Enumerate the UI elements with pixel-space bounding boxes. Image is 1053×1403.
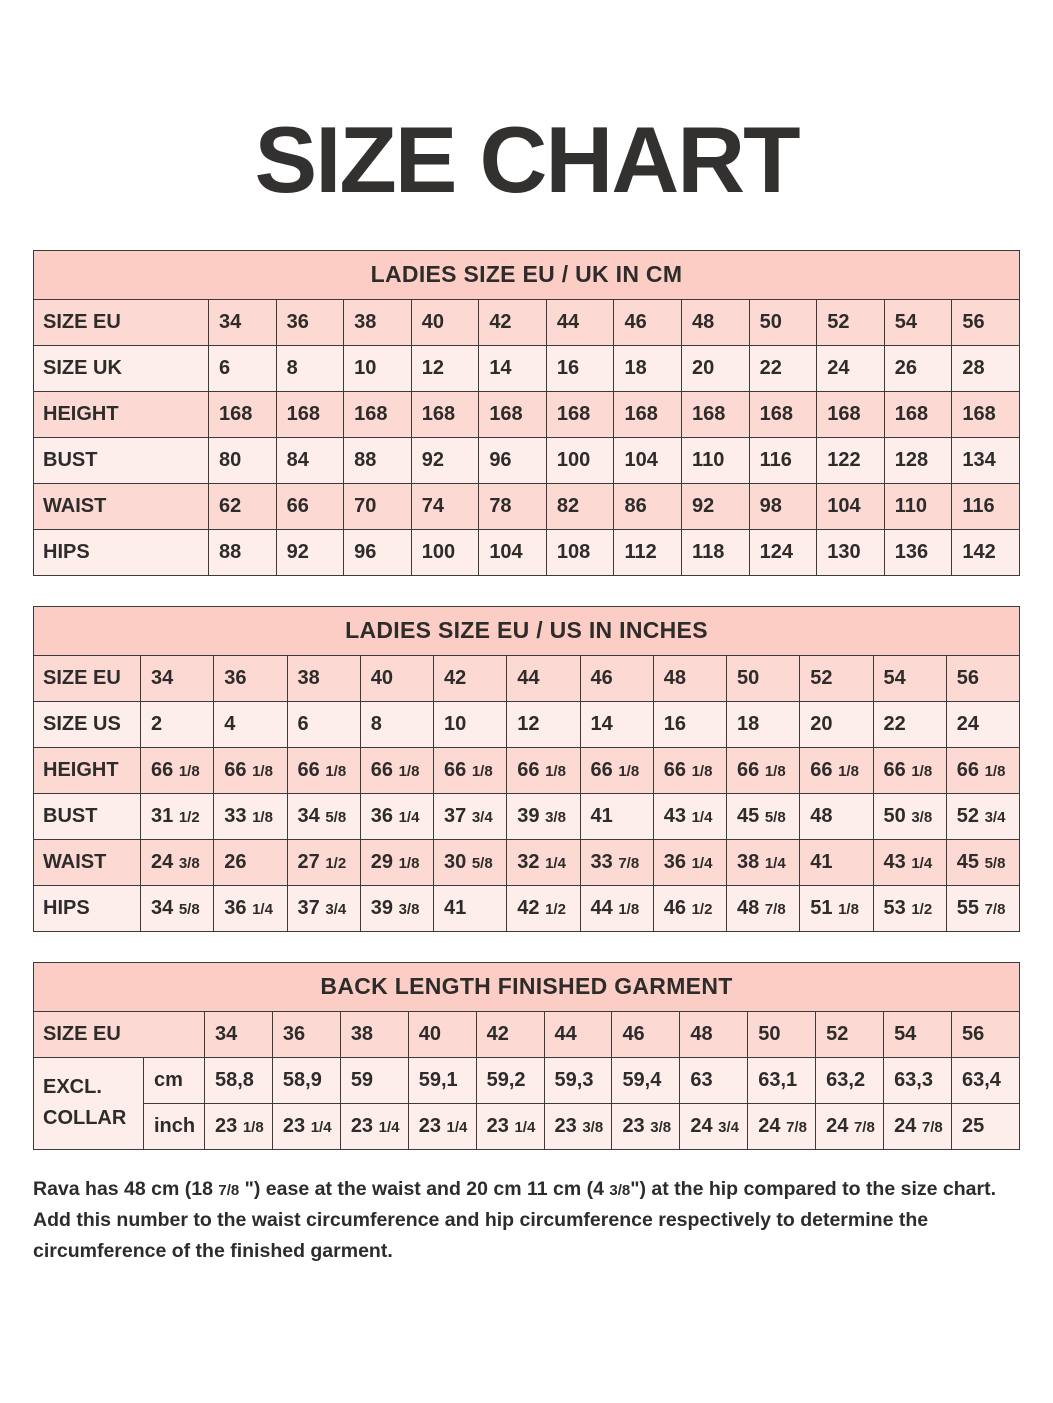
table-cell: 168 xyxy=(817,391,885,437)
table-cell: 66 1/8 xyxy=(141,747,214,793)
row-label: BUST xyxy=(34,437,209,483)
fraction: 1/8 xyxy=(252,808,273,826)
table-cell: 36 1/4 xyxy=(214,885,287,931)
table-cell: 30 5/8 xyxy=(434,839,507,885)
table-cell: 52 xyxy=(800,655,873,701)
table-cell: 62 xyxy=(209,483,277,529)
table-cell: 168 xyxy=(749,391,817,437)
fraction: 5/8 xyxy=(178,900,200,918)
table-cell: 42 xyxy=(434,655,507,701)
table-cell: 43 1/4 xyxy=(653,793,726,839)
table-cell: 100 xyxy=(411,529,479,575)
tables-container xyxy=(0,250,1053,1150)
table-cell: 136 xyxy=(884,529,952,575)
row-label: SIZE EU xyxy=(34,299,209,345)
table-cell: 56 xyxy=(946,655,1019,701)
fraction: 7/8 xyxy=(984,900,1006,918)
fraction: 5/8 xyxy=(471,854,493,872)
table-cell: 40 xyxy=(360,655,433,701)
table-cell: 66 xyxy=(276,483,344,529)
table-cell: 46 xyxy=(580,655,653,701)
table-cell: 51 1/8 xyxy=(800,885,873,931)
fraction: 1/8 xyxy=(178,762,200,780)
row-label: WAIST xyxy=(34,839,141,885)
fraction: 1/4 xyxy=(514,1118,536,1136)
fraction: 1/8 xyxy=(618,900,640,918)
table-cell: 48 7/8 xyxy=(727,885,800,931)
fraction: 5/8 xyxy=(764,808,786,826)
table-cell: 42 1/2 xyxy=(507,885,580,931)
table-row xyxy=(34,529,1020,575)
table-cell: 36 xyxy=(214,655,287,701)
fraction: 7/8 xyxy=(218,1181,240,1199)
table-cell: 42 xyxy=(479,299,547,345)
table-cell: 36 xyxy=(272,1011,340,1057)
fraction: 7/8 xyxy=(786,1118,807,1136)
table-cell: 66 1/8 xyxy=(434,747,507,793)
table-cell: 32 1/4 xyxy=(507,839,580,885)
table-cell: 92 xyxy=(682,483,750,529)
table-cell: 59,3 xyxy=(544,1057,612,1103)
table-cell: 45 5/8 xyxy=(727,793,800,839)
table-cell: 108 xyxy=(546,529,614,575)
table-cell: 168 xyxy=(884,391,952,437)
table-cell: 66 1/8 xyxy=(580,747,653,793)
fraction: 1/8 xyxy=(691,762,713,780)
table-cell: 36 xyxy=(276,299,344,345)
table-cell: 23 1/4 xyxy=(476,1103,544,1149)
table-cell: 46 xyxy=(612,1011,680,1057)
table-cell: 66 1/8 xyxy=(507,747,580,793)
table-title-row xyxy=(34,962,1020,1011)
table-row xyxy=(34,655,1020,701)
table-cell: 168 xyxy=(276,391,344,437)
table-cell: 66 1/8 xyxy=(287,747,360,793)
table-row xyxy=(34,885,1020,931)
unit-label: inch xyxy=(144,1103,205,1149)
table-cell: 92 xyxy=(411,437,479,483)
table-row xyxy=(34,1011,1020,1057)
fraction: 3/4 xyxy=(471,808,493,826)
row-label: SIZE US xyxy=(34,701,141,747)
table-cell: 50 3/8 xyxy=(873,793,946,839)
table-cell: 96 xyxy=(479,437,547,483)
table-cell: 63,1 xyxy=(748,1057,816,1103)
group-label: EXCL. COLLAR xyxy=(34,1057,144,1149)
table-cell: 52 3/4 xyxy=(946,793,1019,839)
table-cell: 23 1/8 xyxy=(205,1103,273,1149)
table-cell: 24 xyxy=(946,701,1019,747)
table-cell: 24 7/8 xyxy=(816,1103,884,1149)
table-cell: 26 xyxy=(884,345,952,391)
table-cell: 46 1/2 xyxy=(653,885,726,931)
fraction: 1/2 xyxy=(178,808,200,826)
row-label: HIPS xyxy=(34,885,141,931)
fraction: 5/8 xyxy=(325,808,347,826)
table-cell: 56 xyxy=(952,299,1020,345)
table-cell: 134 xyxy=(952,437,1020,483)
table-cell: 22 xyxy=(749,345,817,391)
table-cell: 44 xyxy=(507,655,580,701)
table-cell: 28 xyxy=(952,345,1020,391)
table-cell: 25 xyxy=(951,1103,1019,1149)
table-row xyxy=(34,391,1020,437)
table-cell: 116 xyxy=(749,437,817,483)
table-cell: 88 xyxy=(209,529,277,575)
table-cell: 14 xyxy=(580,701,653,747)
row-label: HEIGHT xyxy=(34,391,209,437)
fraction: 1/2 xyxy=(911,900,933,918)
table-cell: 34 5/8 xyxy=(141,885,214,931)
table-cell: 48 xyxy=(680,1011,748,1057)
table-cell: 2 xyxy=(141,701,214,747)
fraction: 3/8 xyxy=(178,854,200,872)
table-cell: 6 xyxy=(209,345,277,391)
table-ladies-size-eu-us-inches xyxy=(33,606,1020,932)
unit-label: cm xyxy=(144,1057,205,1103)
footnote: Rava has 48 cm (18 7/8 ") ease at the waist and 20 cm 11 cm (4 3/8") at the hip compared to the size chart. Add this number to the waist circumference and hip circumference respectively to determine the circumference of the finished garment. xyxy=(33,1177,996,1262)
table-cell: 50 xyxy=(748,1011,816,1057)
fraction: 1/2 xyxy=(545,900,566,918)
table-cell: 48 xyxy=(653,655,726,701)
table-row xyxy=(34,747,1020,793)
table-cell: 36 1/4 xyxy=(360,793,433,839)
table-cell: 92 xyxy=(276,529,344,575)
table-title-row xyxy=(34,606,1020,655)
row-label: WAIST xyxy=(34,483,209,529)
row-label: BUST xyxy=(34,793,141,839)
page-title: SIZE CHART xyxy=(254,107,799,212)
table-cell: 40 xyxy=(411,299,479,345)
fraction: 1/8 xyxy=(398,854,420,872)
table-cell: 63,3 xyxy=(884,1057,952,1103)
table-cell: 39 3/8 xyxy=(360,885,433,931)
table-cell: 46 xyxy=(614,299,682,345)
table-row xyxy=(34,839,1020,885)
table-cell: 8 xyxy=(276,345,344,391)
table-cell: 54 xyxy=(873,655,946,701)
table-cell: 66 1/8 xyxy=(653,747,726,793)
table-cell: 24 3/4 xyxy=(680,1103,748,1149)
fraction: 7/8 xyxy=(618,854,640,872)
table-cell: 20 xyxy=(682,345,750,391)
fraction: 3/8 xyxy=(650,1118,672,1136)
table-cell: 12 xyxy=(507,701,580,747)
fraction: 1/8 xyxy=(398,762,420,780)
table-cell: 88 xyxy=(344,437,412,483)
table-cell: 10 xyxy=(434,701,507,747)
table-cell: 38 xyxy=(287,655,360,701)
table-cell: 23 1/4 xyxy=(408,1103,476,1149)
table-row xyxy=(34,483,1020,529)
table-cell: 24 3/8 xyxy=(141,839,214,885)
table-cell: 23 3/8 xyxy=(544,1103,612,1149)
table-cell: 12 xyxy=(411,345,479,391)
table-row xyxy=(34,1103,1020,1149)
table-cell: 16 xyxy=(546,345,614,391)
table-cell: 168 xyxy=(952,391,1020,437)
table-row xyxy=(34,345,1020,391)
table-row xyxy=(34,299,1020,345)
table-cell: 80 xyxy=(209,437,277,483)
table-cell: 34 xyxy=(205,1011,273,1057)
fraction: 1/4 xyxy=(252,900,273,918)
row-label: HIPS xyxy=(34,529,209,575)
fraction: 1/8 xyxy=(911,762,933,780)
table-cell: 54 xyxy=(884,1011,952,1057)
table-cell: 66 1/8 xyxy=(873,747,946,793)
table-cell: 66 1/8 xyxy=(360,747,433,793)
fraction: 3/8 xyxy=(911,808,933,826)
table-cell: 26 xyxy=(214,839,287,885)
table-cell: 50 xyxy=(727,655,800,701)
table-cell: 110 xyxy=(884,483,952,529)
table-cell: 33 1/8 xyxy=(214,793,287,839)
fraction: 1/8 xyxy=(984,762,1006,780)
table-cell: 116 xyxy=(952,483,1020,529)
fraction: 1/4 xyxy=(398,808,420,826)
fraction: 7/8 xyxy=(764,900,786,918)
table-cell: 23 3/8 xyxy=(612,1103,680,1149)
table-cell: 63 xyxy=(680,1057,748,1103)
fraction: 1/8 xyxy=(252,762,273,780)
fraction: 1/4 xyxy=(691,808,713,826)
table-cell: 20 xyxy=(800,701,873,747)
table-cell: 122 xyxy=(817,437,885,483)
table-cell: 70 xyxy=(344,483,412,529)
table-cell: 130 xyxy=(817,529,885,575)
table-cell: 104 xyxy=(817,483,885,529)
table-cell: 55 7/8 xyxy=(946,885,1019,931)
fraction: 3/4 xyxy=(325,900,347,918)
table-cell: 128 xyxy=(884,437,952,483)
fraction: 5/8 xyxy=(984,854,1006,872)
row-label: SIZE EU xyxy=(34,1011,205,1057)
table-cell: 82 xyxy=(546,483,614,529)
table-cell: 84 xyxy=(276,437,344,483)
table-cell: 50 xyxy=(749,299,817,345)
table-cell: 142 xyxy=(952,529,1020,575)
fraction: 1/4 xyxy=(764,854,786,872)
fraction: 1/8 xyxy=(325,762,347,780)
table-cell: 98 xyxy=(749,483,817,529)
table-cell: 29 1/8 xyxy=(360,839,433,885)
fraction: 7/8 xyxy=(853,1118,875,1136)
table-row xyxy=(34,793,1020,839)
table-cell: 16 xyxy=(653,701,726,747)
fraction: 1/4 xyxy=(545,854,566,872)
table-cell: 52 xyxy=(817,299,885,345)
fraction: 1/4 xyxy=(911,854,933,872)
row-label: HEIGHT xyxy=(34,747,141,793)
table-cell: 118 xyxy=(682,529,750,575)
table-cell: 24 7/8 xyxy=(884,1103,952,1149)
table-cell: 4 xyxy=(214,701,287,747)
fraction: 3/4 xyxy=(984,808,1006,826)
table-row xyxy=(34,1057,1020,1103)
table-cell: 168 xyxy=(411,391,479,437)
table-cell: 43 1/4 xyxy=(873,839,946,885)
table-cell: 8 xyxy=(360,701,433,747)
table-cell: 18 xyxy=(727,701,800,747)
fraction: 1/8 xyxy=(471,762,493,780)
fraction: 1/8 xyxy=(764,762,786,780)
table-cell: 38 xyxy=(344,299,412,345)
fraction: 1/8 xyxy=(242,1118,264,1136)
fraction: 1/2 xyxy=(325,854,347,872)
table-cell: 63,4 xyxy=(951,1057,1019,1103)
row-label: SIZE UK xyxy=(34,345,209,391)
table-cell: 112 xyxy=(614,529,682,575)
fraction: 3/8 xyxy=(545,808,566,826)
table-cell: 37 3/4 xyxy=(434,793,507,839)
table-cell: 86 xyxy=(614,483,682,529)
table-cell: 34 xyxy=(141,655,214,701)
table-cell: 41 xyxy=(434,885,507,931)
fraction: 3/8 xyxy=(582,1118,604,1136)
table-cell: 41 xyxy=(800,839,873,885)
table-back-length-finished-garment xyxy=(33,962,1020,1150)
table-cell: 27 1/2 xyxy=(287,839,360,885)
table-cell: 96 xyxy=(344,529,412,575)
table-cell: 78 xyxy=(479,483,547,529)
fraction: 1/4 xyxy=(310,1118,332,1136)
table-title: LADIES SIZE EU / UK IN CM xyxy=(34,250,1020,299)
table-cell: 66 1/8 xyxy=(946,747,1019,793)
table-cell: 48 xyxy=(682,299,750,345)
fraction: 1/4 xyxy=(446,1118,468,1136)
table-cell: 168 xyxy=(546,391,614,437)
table-cell: 44 1/8 xyxy=(580,885,653,931)
table-cell: 124 xyxy=(749,529,817,575)
table-cell: 24 xyxy=(817,345,885,391)
table-cell: 40 xyxy=(408,1011,476,1057)
table-row xyxy=(34,437,1020,483)
table-cell: 66 1/8 xyxy=(800,747,873,793)
table-cell: 22 xyxy=(873,701,946,747)
table-title: BACK LENGTH FINISHED GARMENT xyxy=(34,962,1020,1011)
table-cell: 104 xyxy=(479,529,547,575)
table-cell: 10 xyxy=(344,345,412,391)
table-cell: 63,2 xyxy=(816,1057,884,1103)
table-cell: 39 3/8 xyxy=(507,793,580,839)
fraction: 1/4 xyxy=(378,1118,400,1136)
table-row xyxy=(34,701,1020,747)
fraction: 1/4 xyxy=(691,854,713,872)
table-cell: 6 xyxy=(287,701,360,747)
table-cell: 41 xyxy=(580,793,653,839)
table-cell: 38 xyxy=(340,1011,408,1057)
fraction: 3/4 xyxy=(718,1118,740,1136)
table-cell: 34 xyxy=(209,299,277,345)
table-cell: 18 xyxy=(614,345,682,391)
table-cell: 37 3/4 xyxy=(287,885,360,931)
fraction: 1/8 xyxy=(545,762,566,780)
table-cell: 56 xyxy=(951,1011,1019,1057)
table-cell: 24 7/8 xyxy=(748,1103,816,1149)
table-cell: 104 xyxy=(614,437,682,483)
table-cell: 74 xyxy=(411,483,479,529)
fraction: 3/8 xyxy=(398,900,420,918)
table-cell: 168 xyxy=(344,391,412,437)
table-cell: 59,2 xyxy=(476,1057,544,1103)
table-cell: 59,1 xyxy=(408,1057,476,1103)
table-cell: 54 xyxy=(884,299,952,345)
table-cell: 14 xyxy=(479,345,547,391)
table-ladies-size-eu-uk-cm xyxy=(33,250,1020,576)
table-cell: 168 xyxy=(682,391,750,437)
table-cell: 33 7/8 xyxy=(580,839,653,885)
table-cell: 38 1/4 xyxy=(727,839,800,885)
table-cell: 59 xyxy=(340,1057,408,1103)
table-cell: 48 xyxy=(800,793,873,839)
table-cell: 66 1/8 xyxy=(214,747,287,793)
table-cell: 31 1/2 xyxy=(141,793,214,839)
table-cell: 66 1/8 xyxy=(727,747,800,793)
table-cell: 44 xyxy=(544,1011,612,1057)
table-title-row xyxy=(34,250,1020,299)
table-title: LADIES SIZE EU / US IN INCHES xyxy=(34,606,1020,655)
table-cell: 23 1/4 xyxy=(272,1103,340,1149)
fraction: 1/2 xyxy=(691,900,713,918)
table-cell: 59,4 xyxy=(612,1057,680,1103)
fraction: 1/8 xyxy=(838,900,859,918)
table-cell: 42 xyxy=(476,1011,544,1057)
table-cell: 44 xyxy=(546,299,614,345)
table-cell: 53 1/2 xyxy=(873,885,946,931)
table-cell: 168 xyxy=(479,391,547,437)
table-cell: 100 xyxy=(546,437,614,483)
fraction: 7/8 xyxy=(921,1118,943,1136)
table-cell: 34 5/8 xyxy=(287,793,360,839)
table-cell: 45 5/8 xyxy=(946,839,1019,885)
row-label: SIZE EU xyxy=(34,655,141,701)
table-cell: 58,8 xyxy=(205,1057,273,1103)
fraction: 1/8 xyxy=(618,762,640,780)
fraction: 3/8 xyxy=(609,1181,631,1199)
table-cell: 168 xyxy=(209,391,277,437)
fraction: 1/8 xyxy=(838,762,859,780)
table-cell: 52 xyxy=(816,1011,884,1057)
table-cell: 23 1/4 xyxy=(340,1103,408,1149)
table-cell: 36 1/4 xyxy=(653,839,726,885)
table-cell: 58,9 xyxy=(272,1057,340,1103)
table-cell: 168 xyxy=(614,391,682,437)
table-cell: 110 xyxy=(682,437,750,483)
